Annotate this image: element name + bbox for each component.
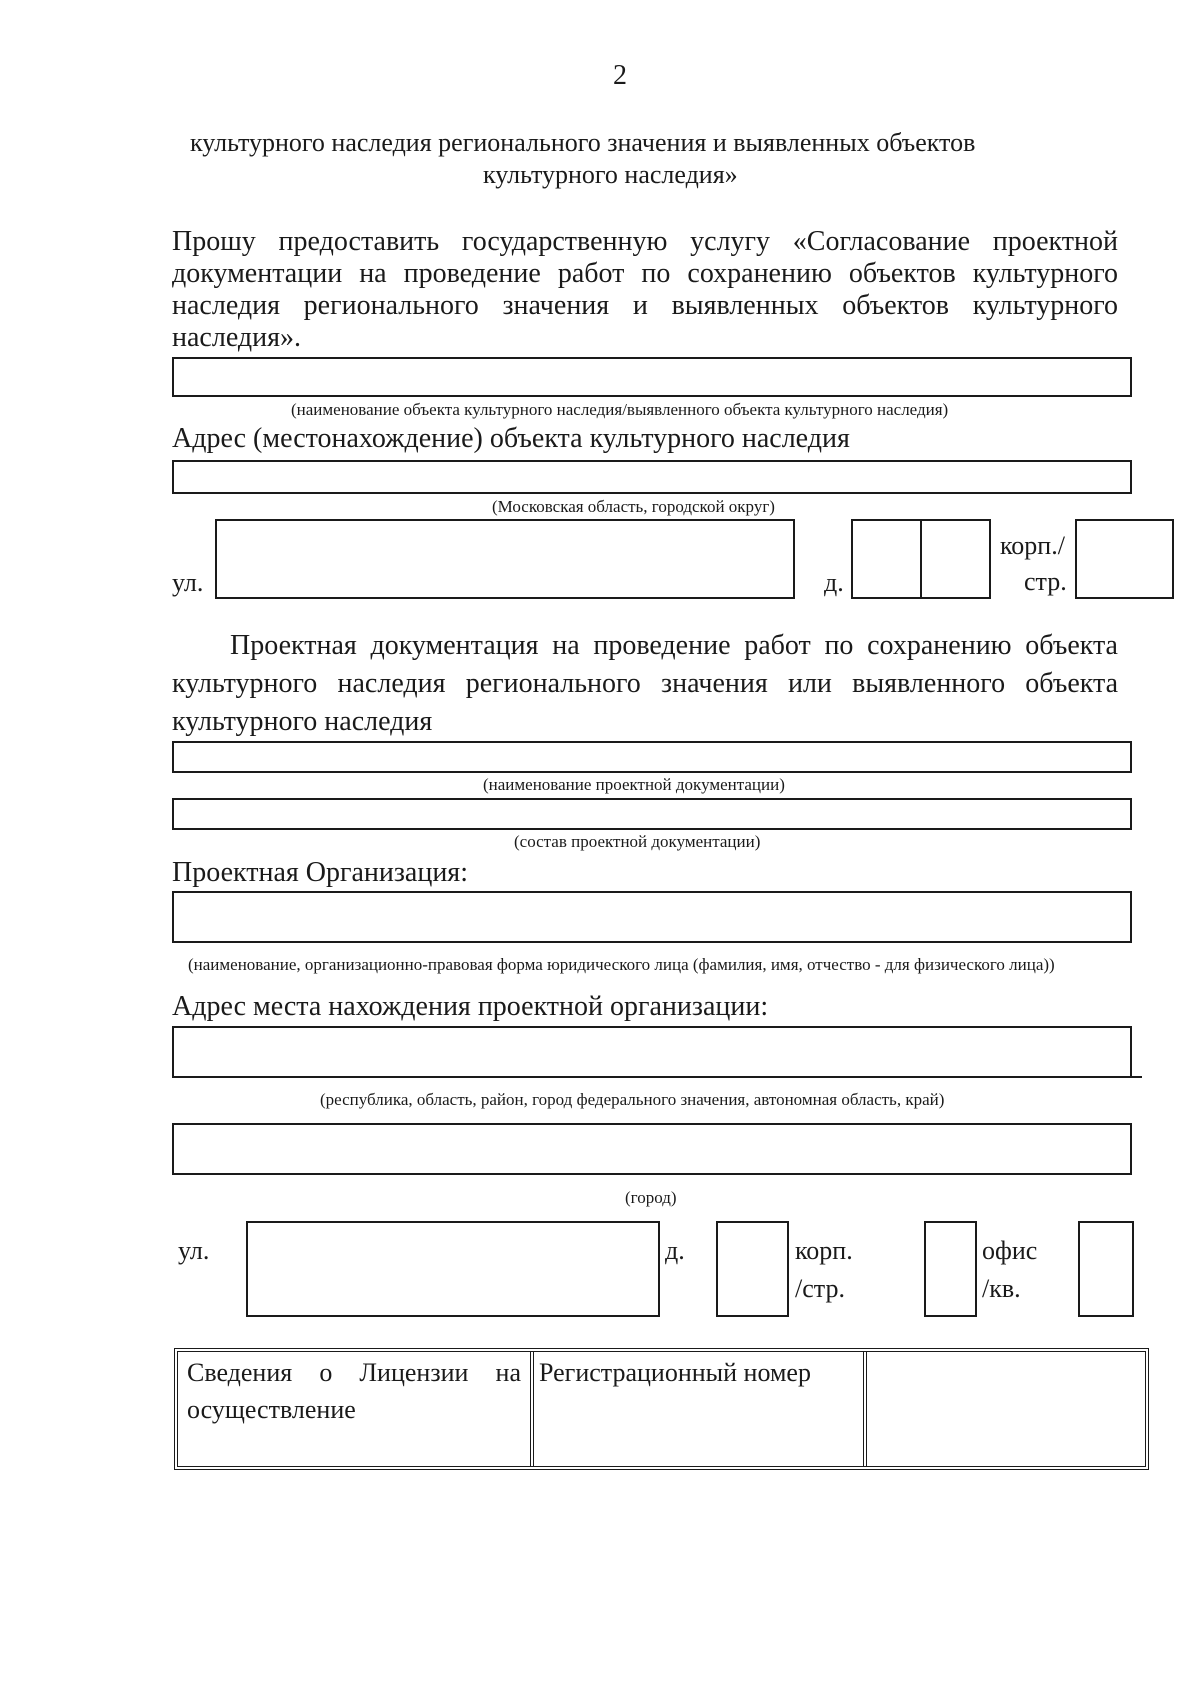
object-house-label: д.: [824, 568, 844, 597]
object-street-field[interactable]: [215, 519, 795, 599]
project-org-caption: (наименование, организационно-правовая форма юридического лица (фамилия, имя, отчество - для физического лица)): [188, 955, 1055, 974]
license-info-line-1: Сведения о Лицензии на: [187, 1358, 521, 1387]
request-line-3: наследия регионального значения и выявленных объектов культурного: [172, 290, 1118, 321]
project-doc-name-field[interactable]: [172, 741, 1132, 773]
org-region-tick: [1132, 1076, 1142, 1078]
object-address-label: Адрес (местонахождение) объекта культурного наследия: [172, 423, 850, 454]
license-table: [174, 1348, 1149, 1470]
org-address-label: Адрес места нахождения проектной организации:: [172, 991, 769, 1022]
org-office-label-2: /кв.: [982, 1274, 1021, 1303]
project-doc-name-caption: (наименование проектной документации): [483, 775, 785, 794]
object-house-divider: [920, 519, 922, 599]
object-building-label-1: корп./: [1000, 531, 1065, 560]
org-street-field[interactable]: [246, 1221, 660, 1317]
org-house-field[interactable]: [716, 1221, 789, 1317]
object-name-field[interactable]: [172, 357, 1132, 397]
license-info-line-2: осуществление: [187, 1395, 356, 1424]
heading-line-1: культурного наследия регионального значения и выявленных объектов: [190, 128, 976, 157]
request-line-1: Прошу предоставить государственную услугу «Согласование проектной: [172, 226, 1118, 257]
request-line-2: документации на проведение работ по сохранению объектов культурного: [172, 258, 1118, 289]
project-org-label: Проектная Организация:: [172, 857, 468, 888]
page-number: 2: [613, 60, 627, 91]
org-region-field[interactable]: [172, 1026, 1132, 1078]
org-building-label-1: корп.: [795, 1236, 853, 1265]
object-name-caption: (наименование объекта культурного наследия/выявленного объекта культурного наследия): [291, 400, 949, 419]
object-building-field[interactable]: [1075, 519, 1174, 599]
registration-number-cell: [534, 1352, 863, 1466]
org-city-caption: (город): [625, 1188, 677, 1207]
project-org-field[interactable]: [172, 891, 1132, 943]
license-info-cell: [178, 1352, 530, 1466]
registration-number-value-cell[interactable]: [867, 1352, 1145, 1466]
org-building-field[interactable]: [924, 1221, 977, 1317]
object-street-label: ул.: [172, 568, 204, 597]
org-office-field[interactable]: [1078, 1221, 1134, 1317]
org-city-field[interactable]: [172, 1123, 1132, 1175]
registration-number-label: Регистрационный номер: [539, 1358, 811, 1387]
request-line-4: наследия».: [172, 322, 301, 353]
org-street-label: ул.: [178, 1236, 210, 1265]
org-region-caption: (республика, область, район, город федерального значения, автономная область, край): [320, 1090, 945, 1109]
project-doc-composition-field[interactable]: [172, 798, 1132, 830]
project-doc-composition-caption: (состав проектной документации): [514, 832, 761, 851]
project-doc-line-2: культурного наследия регионального значения или выявленного объекта: [172, 668, 1118, 699]
project-doc-line-3: культурного наследия: [172, 706, 433, 737]
object-region-caption: (Московская область, городской округ): [492, 497, 775, 516]
project-doc-line-1: Проектная документация на проведение работ по сохранению объекта: [230, 630, 1118, 661]
object-region-field[interactable]: [172, 460, 1132, 494]
org-building-label-2: /стр.: [795, 1274, 845, 1303]
org-office-label-1: офис: [982, 1236, 1038, 1265]
org-house-label: д.: [665, 1236, 685, 1265]
object-building-label-2: стр.: [1024, 567, 1067, 596]
heading-line-2: культурного наследия»: [483, 160, 738, 189]
